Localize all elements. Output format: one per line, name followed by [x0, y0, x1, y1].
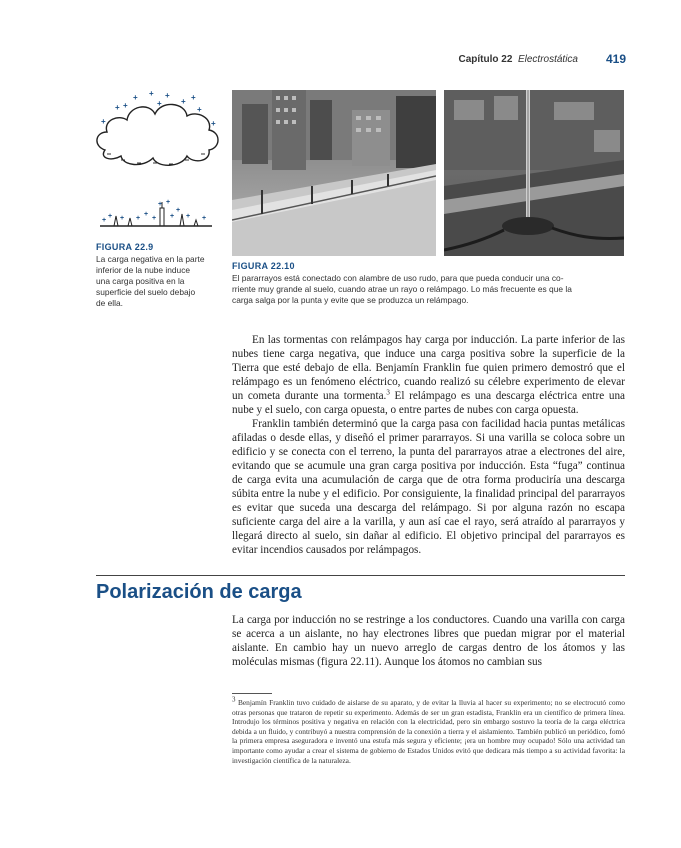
svg-text:+: +: [197, 105, 202, 114]
cloud-illustration: [93, 88, 223, 178]
ground-charge-marks: [102, 199, 206, 224]
paragraph-2: Franklin también determinó que la carga pasa con facilidad hacia puntas metálicas afiladas o desde ellas, y diseñó el primer pararrayos. Si una varilla se coloca sobre un edificio y se conecta con el terreno, la punta del pararrayos atrae a electrones del aire, evitando que se acumule una gran carga positiva por inducción. Esta “fuga” continua de carga evita una acumulación de carga que de otra forma produciría una descarga súbita entre la nube y el edificio. Por consiguiente, la finalidad principal del pararrayos es evitar que suceda una descarga del relámpago. Si por alguna razón no escapa suficiente carga del aire a la varilla, y aun así cae el rayo, será atraído al pararrayos y llegará directo al suelo, sin dañar al edificio. El objetivo principal del pararrayos es evitar incendios causados por relámpagos.: [232, 418, 625, 556]
section-title: Polarización de carga: [96, 581, 302, 603]
svg-text:+: +: [136, 215, 141, 222]
figure-22-9-label: FIGURA 22.9: [96, 242, 154, 252]
section-paragraph: La carga por inducción no se restringe a los conductores. Cuando una varilla con carga se acerca a un aislante, no hay electrones libres que puedan migrar por el material aislante. En cambio hay un nuevo arreglo de cargas dentro de los átomos y las moléculas mismas (figura 22.11). Aunque los átomos no cambian sus: [232, 614, 625, 668]
lightning-rod-closeup-photo: [444, 90, 624, 256]
svg-text:+: +: [123, 101, 128, 110]
footnote-divider: [232, 693, 272, 694]
body-text: [232, 333, 625, 557]
figure-22-9-caption: [96, 254, 226, 309]
paragraph-1: [232, 333, 625, 417]
section-body-text: [232, 613, 625, 669]
svg-text:+: +: [170, 213, 175, 220]
svg-text:+: +: [102, 217, 107, 224]
rooftop-photo-drawing: [232, 90, 436, 256]
chapter-number: Capítulo 22: [458, 54, 513, 65]
footnote-reference[interactable]: 3: [386, 388, 390, 397]
svg-text:+: +: [108, 213, 113, 220]
svg-text:+: +: [166, 199, 171, 206]
closeup-photo-drawing: [444, 90, 624, 256]
footnote-text: Benjamín Franklin tuvo cuidado de aislarse de su aparato, y de evitar la lluvia al hacer su experimento; no se electrocutó como otras personas que trataron de repetir su experimento. Además de ser un gran estadista, Franklin era un científico de primera línea. Introdujo los términos positiva y negativa en relación con la electricidad, pero sin embargo sostuvo la teoría de la carga eléctrica debida a un fluido, y contribuyó a nuestra comprensión de la conexión a tierra y el aislamiento. También publicó un periódico, fomó la primera empresa aseguradora e inventó una estufa más segura y eficiente; ¡era un hombre muy ocupado! Sólo una actividad tan importante como ayudar a crear el sistema de gobierno de Estados Unidos evitó que dedicara más tiempo a su actividad favorita: la investigación científica de la naturaleza.: [232, 698, 625, 765]
svg-text:+: +: [115, 103, 120, 112]
svg-text:+: +: [165, 91, 170, 100]
svg-text:+: +: [191, 93, 196, 102]
ground-illustration: [100, 198, 212, 230]
svg-text:+: +: [181, 97, 186, 106]
rooftop-lightning-rod-photo: [232, 90, 436, 256]
svg-text:+: +: [144, 211, 149, 218]
caption-line: carga salga por la punta y evite que se produzca un relámpago.: [232, 295, 469, 305]
caption-line: La carga negativa en la parte: [96, 254, 205, 264]
svg-text:+: +: [158, 201, 163, 208]
svg-text:+: +: [149, 89, 154, 98]
svg-text:+: +: [202, 215, 207, 222]
caption-line: El pararrayos está conectado con alambre de uso rudo, para que pueda conducir una co-: [232, 273, 564, 283]
caption-line: de ella.: [96, 298, 124, 308]
caption-line: una carga positiva en la: [96, 276, 185, 286]
svg-text:+: +: [152, 215, 157, 222]
running-header: [458, 52, 630, 68]
paragraph-1-text: En las tormentas con relámpagos hay carga por inducción. La parte inferior de las nubes tiene carga negativa, que induce una carga positiva sobre la superficie de la Tierra que esté debajo de ella. Benjamín Franklin fue quien primero demostró que el relámpago es un fenómeno eléctrico, cuando realizó su célebre experimento de elevar un cometa durante una tormenta.: [232, 334, 625, 402]
svg-text:+: +: [133, 93, 138, 102]
footnote: [232, 695, 625, 765]
svg-text:+: +: [157, 99, 162, 108]
caption-line: superficie del suelo debajo: [96, 287, 196, 297]
page-number: 419: [605, 52, 626, 66]
svg-text:+: +: [101, 117, 106, 126]
section-divider: [96, 575, 625, 576]
figure-22-10-caption: [232, 273, 627, 306]
figure-22-10-label: FIGURA 22.10: [232, 261, 295, 271]
chapter-heading: [459, 54, 579, 65]
svg-text:+: +: [120, 215, 125, 222]
chapter-title: Electrostática: [517, 54, 578, 65]
svg-text:+: +: [186, 213, 191, 220]
caption-line: rriente muy grande al suelo, cuando atrae un rayo o relámpago. Lo más frecuente es que la: [232, 284, 572, 294]
caption-line: inferior de la nube induce: [96, 265, 191, 275]
svg-text:+: +: [176, 207, 181, 214]
paragraph-1-continuation: El relámpago es una descarga eléctrica entre una nube y el suelo, con carga opuesta, o entre partes de nubes con carga opuesta.: [232, 390, 626, 416]
svg-text:+: +: [211, 119, 216, 128]
footnote-mark: 3: [232, 695, 236, 704]
